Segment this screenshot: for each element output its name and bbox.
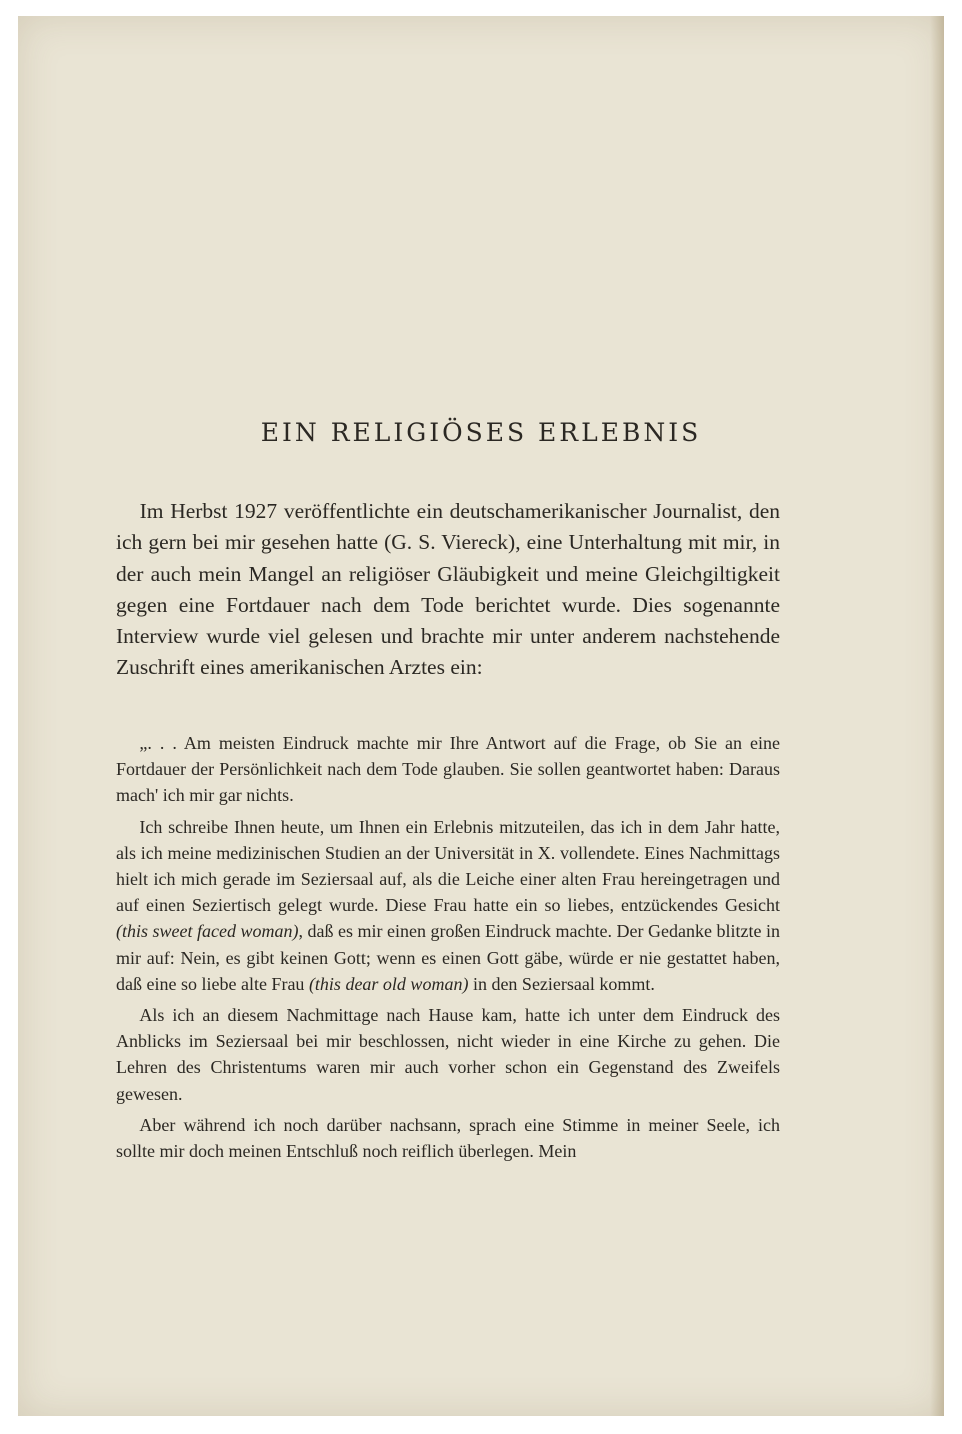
intro-section — [116, 496, 780, 684]
letter-paragraph-4: Aber während ich noch darüber nachsann, sprach eine Stimme in meiner Seele, ich sollte mir doch meinen Entschluß noch reiflich überlegen. Mein — [116, 1114, 780, 1162]
letter-paragraph-2-text-a: Ich schreibe Ihnen heute, um Ihnen ein Erlebnis mitzuteilen, das ich in dem Jahr hatte, als ich meine medizinischen Studien an der Universität in X. vollendete. Eines Nachmittags hielt ich mich gerade im Seziersaal auf, als die Leiche einer alten Frau hereingetragen und auf einen Seziertisch gelegt wurde. Diese Frau hatte ein so liebes, entzückendes Gesicht — [116, 816, 780, 916]
english-quote-sweet-faced: (this sweet faced woman) — [116, 921, 299, 942]
letter-paragraph-1: „. . . Am meisten Eindruck machte mir Ihre Antwort auf die Frage, ob Sie an eine Fortdauer der Persönlichkeit nach dem Tode glauben. Sie sollen geantwortet haben: Daraus mach' ich mir gar nichts. — [116, 733, 780, 806]
quoted-letter — [116, 730, 780, 1164]
letter-paragraph-2-text-b: , daß es mir einen großen Eindruck machte. Der Gedanke blitzte in mir auf: Nein, es gibt keinen Gott; wenn es einen Gott gäbe, würde er nie gestattet haben, daß eine so liebe alte Frau — [116, 921, 780, 994]
page-spine-shadow — [930, 16, 944, 1416]
book-page — [18, 16, 944, 1416]
intro-paragraph: Im Herbst 1927 veröffentlichte ein deutschamerikanischer Journalist, den ich gern bei mir gesehen hatte (G. S. Viereck), eine Unterhaltung mit mir, in der auch mein Mangel an religiöser Gläubigkeit und meine Gleichgiltigkeit gegen eine Fortdauer nach dem Tode berichtet wurde. Dies sogenannte Interview wurde viel gelesen und brachte mir unter anderem nachstehende Zuschrift eines amerikanischen Arztes ein: — [116, 499, 780, 680]
chapter-title: EIN RELIGIÖSES ERLEBNIS — [260, 418, 702, 447]
letter-paragraph-2-text-c: in den Seziersaal kommt. — [472, 973, 655, 994]
english-quote-dear-old: (this dear old woman) — [308, 973, 469, 994]
letter-paragraph-3: Als ich an diesem Nachmittage nach Hause kam, hatte ich unter dem Eindruck des Anblicks im Seziersaal bei mir beschlossen, nicht wieder in eine Kirche zu gehen. Die Lehren des Christentums waren mir auch vorher schon ein Gegenstand des Zweifels gewesen. — [116, 1005, 780, 1104]
letter-paragraph-2 — [116, 814, 780, 997]
